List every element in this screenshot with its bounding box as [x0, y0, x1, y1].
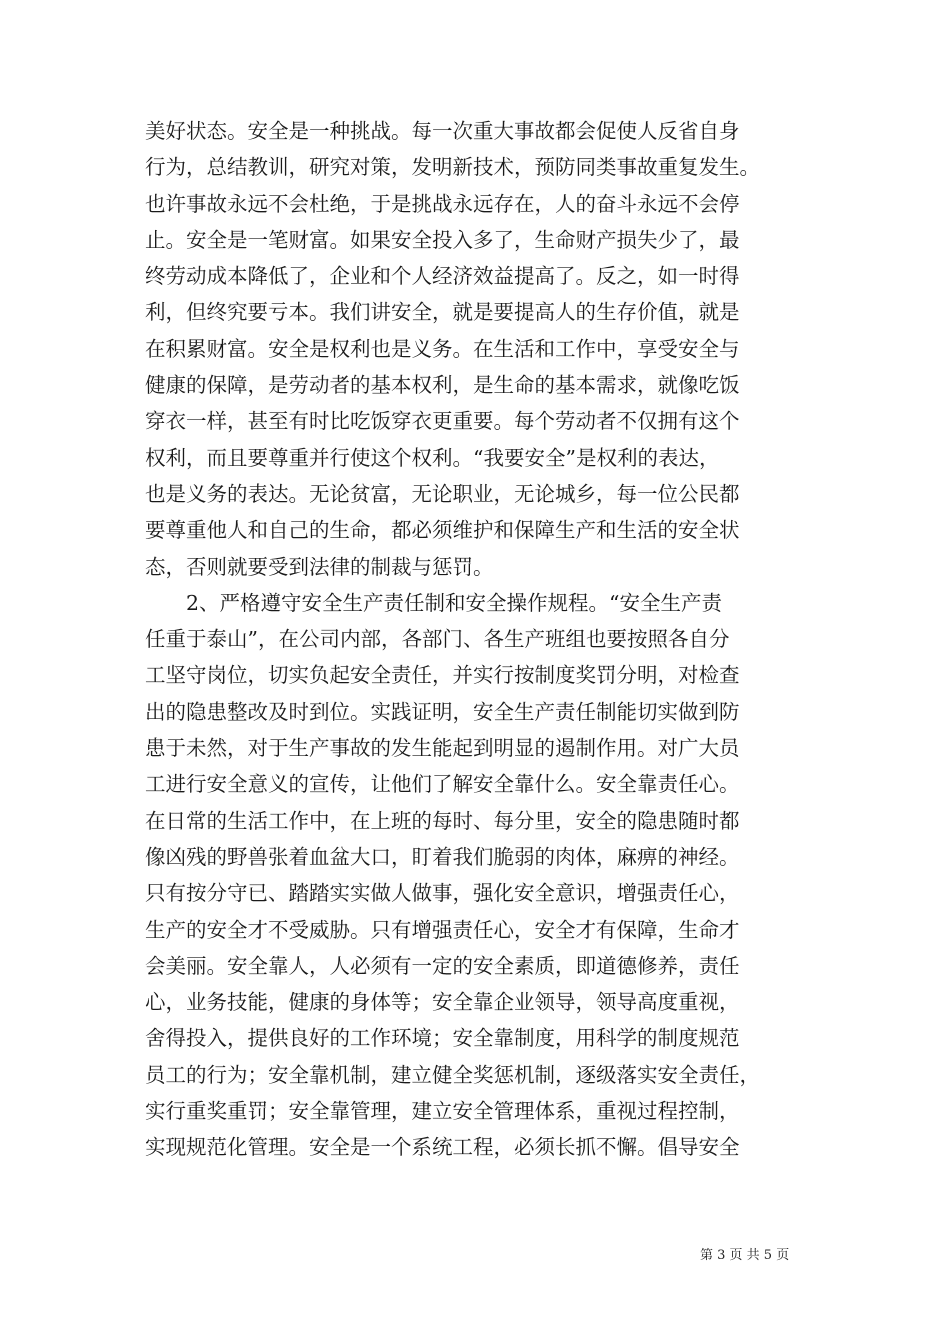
text-line: 终劳动成本降低了，企业和个人经济效益提高了。反之，如一时得 — [145, 264, 740, 289]
text-line: 出的隐患整改及时到位。实践证明，安全生产责任制能切实做到防 — [145, 699, 740, 724]
text-line: 患于未然，对于生产事故的发生能起到明显的遏制作用。对广大员 — [145, 736, 740, 761]
text-line: 只有按分守已、踏踏实实做人做事，强化安全意识，增强责任心， — [145, 881, 740, 906]
text-line: 2、严格遵守安全生产责任制和安全操作规程。“安全生产责 — [145, 590, 723, 615]
page-number: 第 3 页 共 5 页 — [700, 1248, 790, 1263]
text-line: 穿衣一样，甚至有时比吃饭穿衣更重要。每个劳动者不仅拥有这个 — [145, 409, 740, 434]
text-line: 要尊重他人和自己的生命，都必须维护和保障生产和生活的安全状 — [145, 518, 740, 543]
text-line: 权利，而且要尊重并行使这个权利。“我要安全”是权利的表达， — [145, 445, 720, 470]
text-line: 在积累财富。安全是权利也是义务。在生活和工作中，享受安全与 — [145, 336, 740, 361]
text-line: 止。安全是一笔财富。如果安全投入多了，生命财产损失少了，最 — [145, 227, 740, 252]
text-line: 在日常的生活工作中，在上班的每时、每分里，安全的隐患随时都 — [145, 808, 740, 833]
text-line: 美好状态。安全是一种挑战。每一次重大事故都会促使人反省自身 — [145, 119, 740, 143]
text-line: 舍得投入，提供良好的工作环境；安全靠制度，用科学的制度规范 — [145, 1026, 740, 1051]
text-line: 利，但终究要亏本。我们讲安全，就是要提高人的生存价值，就是 — [145, 300, 740, 325]
text-line: 也是义务的表达。无论贫富，无论职业，无论城乡，每一位公民都 — [145, 481, 740, 506]
text-line: 也许事故永远不会杜绝，于是挑战永远存在，人的奋斗永远不会停 — [145, 191, 740, 216]
text-line: 会美丽。安全靠人，人必须有一定的安全素质，即道德修养，责任 — [145, 953, 740, 978]
text-line: 实现规范化管理。安全是一个系统工程，必须长抓不懈。倡导安全 — [145, 1135, 740, 1160]
text-line: 健康的保障，是劳动者的基本权利，是生命的基本需求，就像吃饭 — [145, 373, 740, 398]
text-line: 工坚守岗位，切实负起安全责任，并实行按制度奖罚分明，对检查 — [145, 663, 740, 688]
body-text — [145, 113, 825, 1166]
text-line: 工进行安全意义的宣传，让他们了解安全靠什么。安全靠责任心。 — [145, 772, 740, 797]
text-line: 员工的行为；安全靠机制，建立健全奖惩机制，逐级落实安全责任， — [145, 1062, 760, 1087]
text-line: 实行重奖重罚；安全靠管理，建立安全管理体系，重视过程控制， — [145, 1099, 740, 1124]
text-line: 态，否则就要受到法律的制裁与惩罚。 — [145, 554, 494, 579]
text-line: 行为，总结教训，研究对策，发明新技术，预防同类事故重复发生。 — [145, 155, 760, 180]
text-line: 生产的安全才不受威胁。只有增强责任心，安全才有保障，生命才 — [145, 917, 740, 942]
text-line: 任重于泰山”，在公司内部，各部门、各生产班组也要按照各自分 — [145, 627, 730, 652]
text-line: 心，业务技能，健康的身体等；安全靠企业领导，领导高度重视， — [145, 990, 740, 1015]
text-line: 像凶残的野兽张着血盆大口，盯着我们脆弱的肉体，麻痹的神经。 — [145, 844, 740, 869]
